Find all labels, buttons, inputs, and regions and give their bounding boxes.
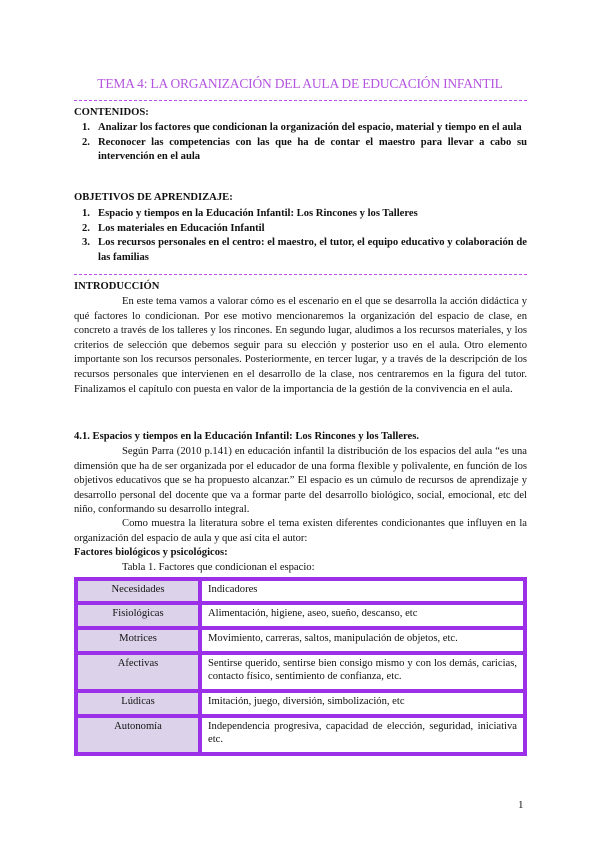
table-cell: Sentirse querido, sentirse bien consigo mismo y con los demás, caricias, contacto físico, sentimiento de confianza, etc. [200,653,525,691]
table-row [76,716,525,754]
item-text: Los materiales en Educación Infantil [98,222,265,234]
item-text: Espacio y tiempos en la Educación Infantil: Los Rincones y los Talleres [98,208,418,219]
item-text: Reconocer las competencias con las que ha de contar el maestro para llevar a cabo su intervención en el aula [98,136,527,162]
item-text: Los recursos personales en el centro: el maestro, el tutor, el equipo educativo y colaboración de las familias [98,237,527,263]
factors-table [74,577,527,756]
list-item: 3. Los recursos personales en el centro: el maestro, el tutor, el equipo educativo y colaboración de las familias [82,237,527,263]
document-title: TEMA 4: LA ORGANIZACIÓN DEL AULA DE EDUCACIÓN INFANTIL [97,76,503,91]
contenidos-list [74,121,527,165]
table-cell: Lúdicas [76,691,200,716]
divider [74,274,527,275]
table-row [76,628,525,653]
table-row [76,653,525,691]
objetivos-list [74,207,527,265]
contenidos-heading: CONTENIDOS: [74,107,149,118]
section-heading: 4.1. Espacios y tiempos en la Educación Infantil: Los Rincones y los Talleres. [74,431,420,442]
item-text: Analizar los factores que condicionan la organización del espacio, material y tiempo en el aula [98,122,522,133]
list-item: 2. Reconocer las competencias con las que ha de contar el maestro para llevar a cabo su intervención en el aula [82,136,527,162]
table-cell: Movimiento, carreras, saltos, manipulación de objetos, etc. [200,628,525,653]
list-item: 1. Espacio y tiempos en la Educación Infantil: Los Rincones y los Talleres [82,208,418,219]
table-row [76,603,525,628]
divider [74,100,527,101]
table-cell: Afectivas [76,653,200,691]
table-cell: Motrices [76,628,200,653]
table-cell: Indicadores [200,579,525,603]
page-number: 1 [518,799,524,811]
table-cell: Autonomía [76,716,200,754]
intro-paragraph: En este tema vamos a valorar cómo es el escenario en el que se desarrolla la acción didáctica y qué factores lo condicionan. Por ese motivo mencionaremos la organización del espacio de clase, en concreto a través de los talleres y los rincones. En segundo lugar, aludimos a los recursos materiales, y los criterios de selección que debemos seguir para su elección y posterior uso en el aula. Otro elemento importante son los recursos personales. Posteriormente, en tercer lugar, y a través de la descripción de los recursos personales que intervienen en el desarrollo de la clase, nos centraremos en la figura del tutor. Finalizamos el capítulo con puesta en valor de la importancia de la gestión de la convivencia en el aula. [74,296,527,395]
table-row [76,691,525,716]
table-cell: Independencia progresiva, capacidad de elección, seguridad, iniciativa etc. [200,716,525,754]
table-cell: Alimentación, higiene, aseo, sueño, descanso, etc [200,603,525,628]
objetivos-heading: OBJETIVOS DE APRENDIZAJE: [74,192,233,203]
intro-heading: INTRODUCCIÓN [74,281,160,292]
table-cell: Necesidades [76,579,200,603]
section-paragraph: Según Parra (2010 p.141) en educación infantil la distribución de los espacios del aula “es una dimensión que ha de ser organizada por el educador de una forma flexible y polivalente, en función de los objetivos educativos que se ha propuesto alcanzar.” El espacio es un cúmulo de recursos de aprendizaje y desarrollo personal del docente que va a formar parte del desarrollo biológico, social, emocional, etc del niño, conformando su desarrollo integral. [74,446,527,516]
table-cell: Imitación, juego, diversión, simbolización, etc [200,691,525,716]
section-paragraph: Como muestra la literatura sobre el tema existen diferentes condicionantes que influyen en la organización del espacio de aula y que así cita el autor: [74,518,527,544]
table-caption: Tabla 1. Factores que condicionan el espacio: [122,562,315,573]
list-item: 1. Analizar los factores que condicionan la organización del espacio, material y tiempo en el aula [82,122,522,133]
list-item: 2. Los materiales en Educación Infantil [82,222,265,234]
subheading: Factores biológicos y psicológicos: [74,547,228,558]
table-row [76,579,525,603]
table-cell: Fisiológicas [76,603,200,628]
